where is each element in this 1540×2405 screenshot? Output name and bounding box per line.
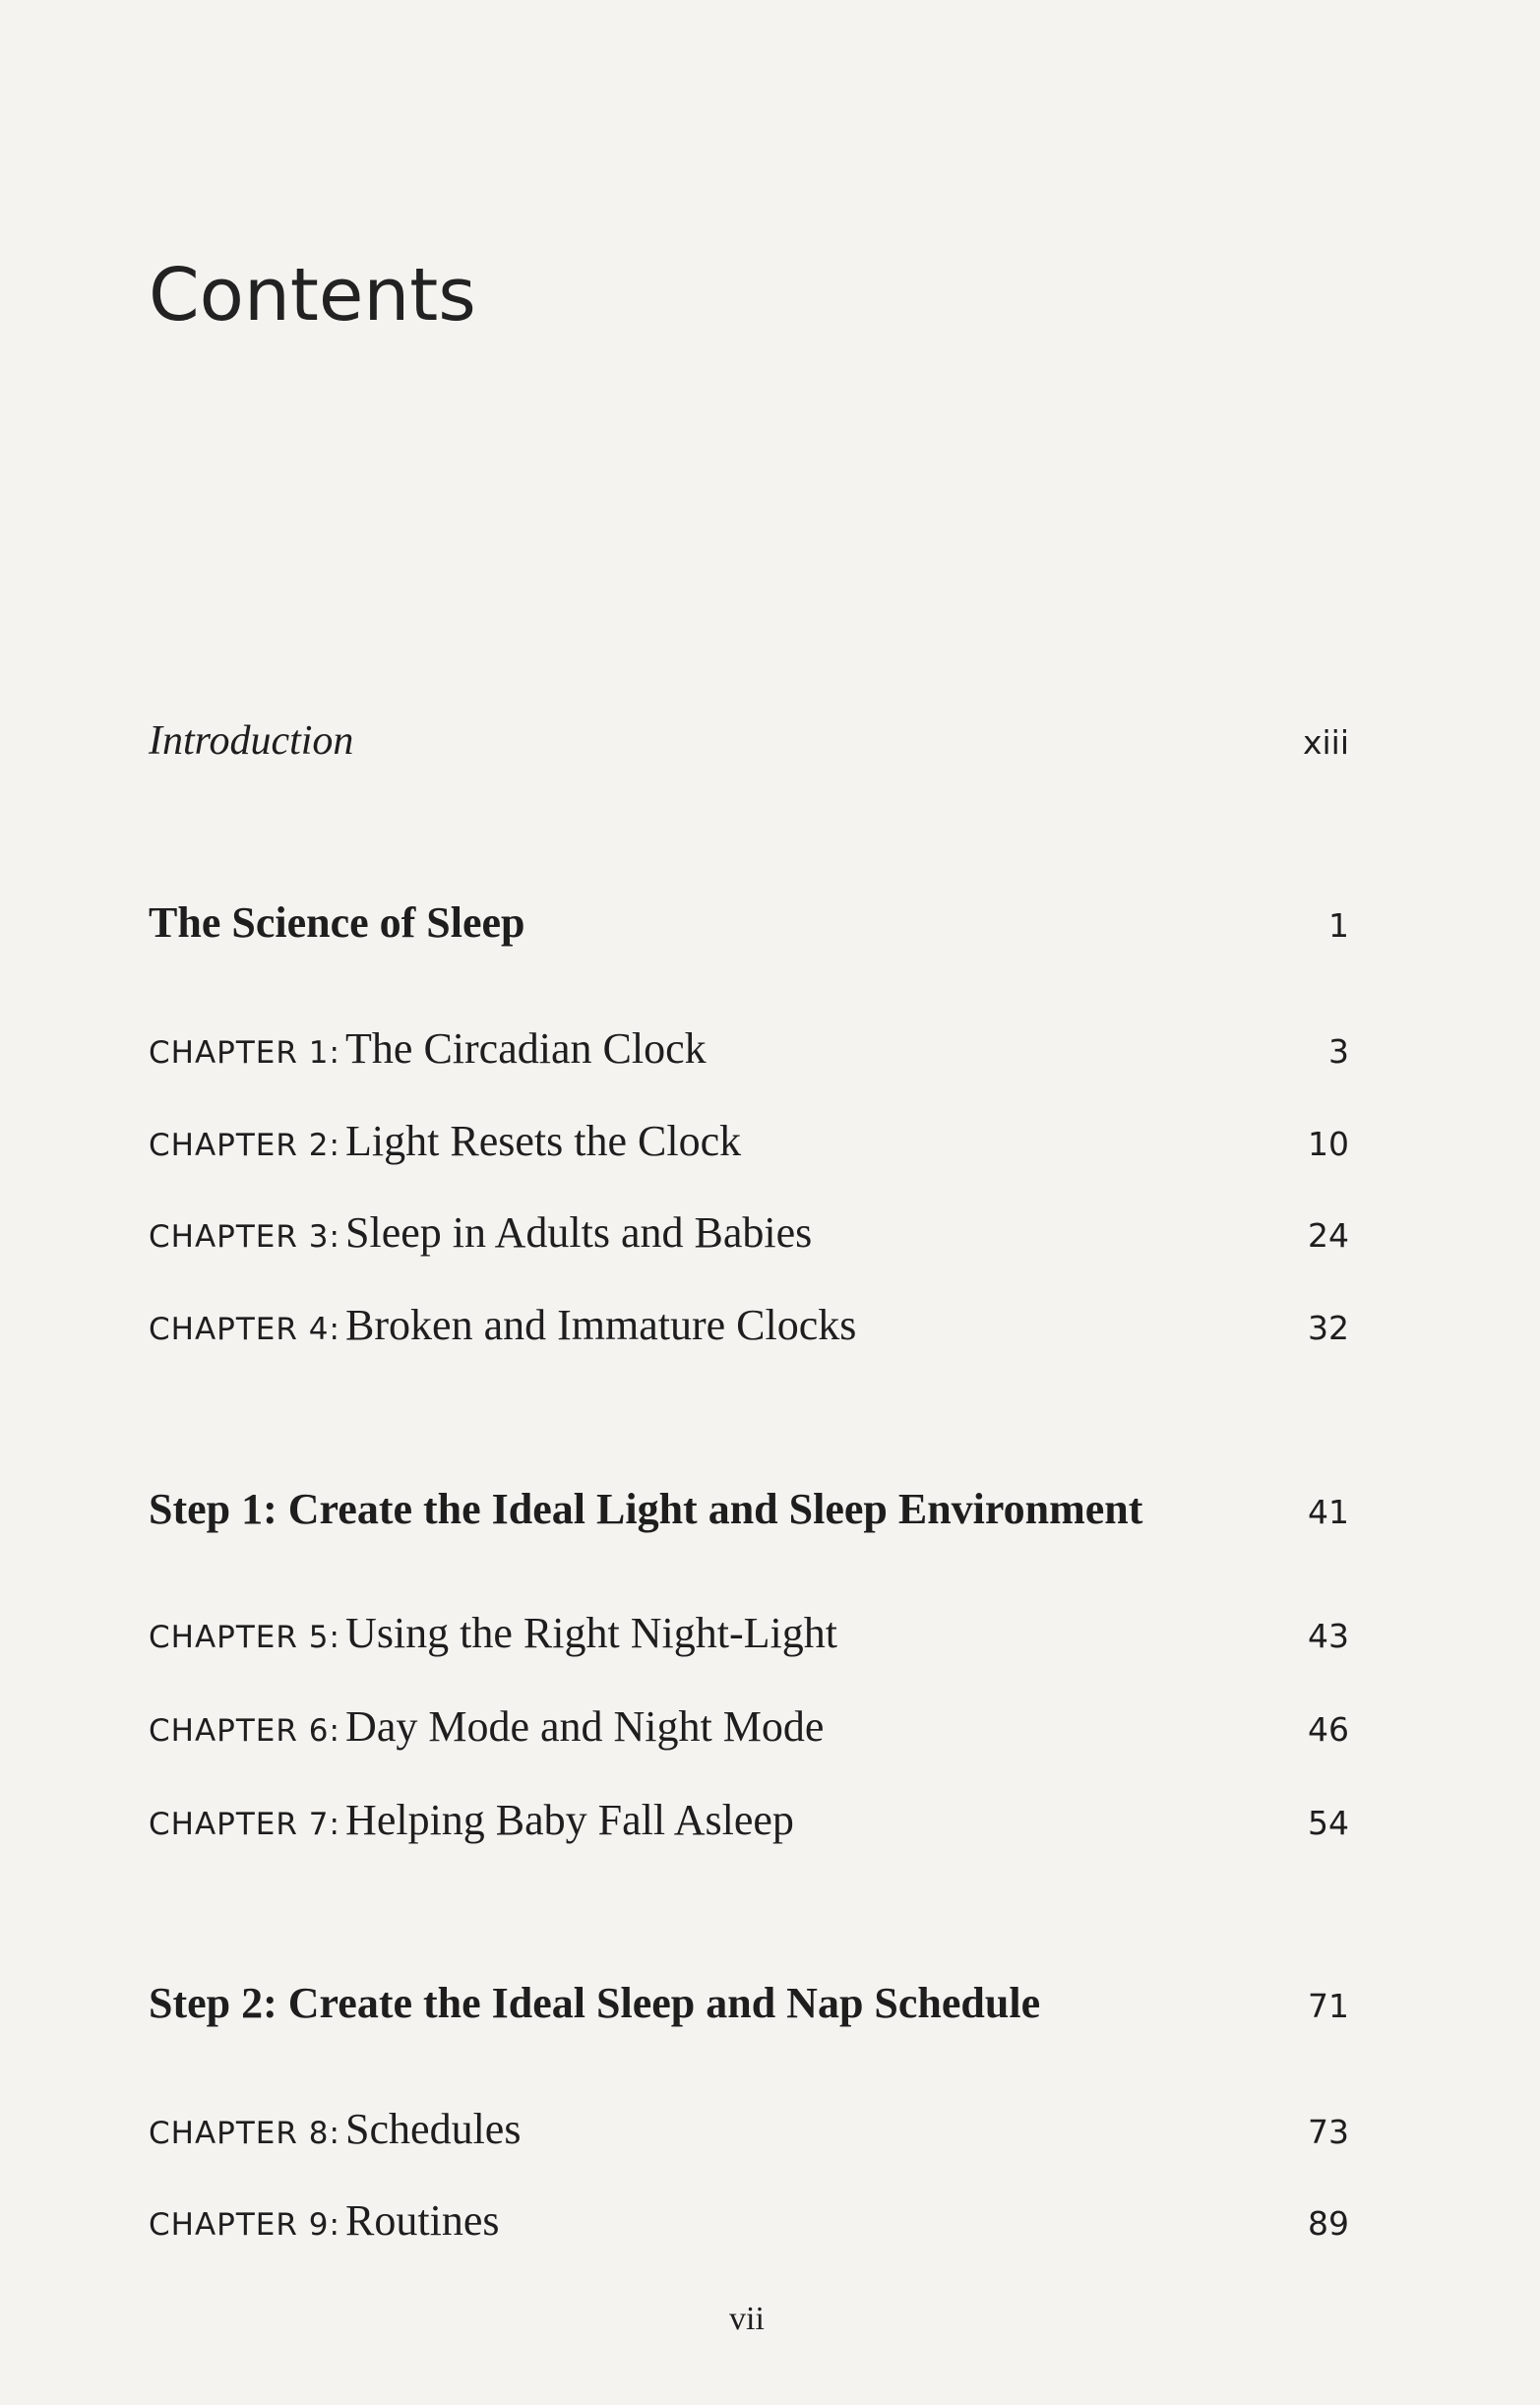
chapter-label: CHAPTER 6: [149,1713,340,1749]
page-number: 46 [1308,1710,1349,1749]
toc-chapter-entry[interactable] [149,1296,1349,1355]
page-number: 54 [1308,1804,1349,1842]
page-number: 1 [1328,906,1349,945]
toc-chapter-entry[interactable] [149,1203,1349,1263]
toc-chapter-entry[interactable] [149,2100,1349,2159]
chapter-label: CHAPTER 7: [149,1807,340,1842]
entry-title: Introduction [149,718,354,764]
toc-chapter-entry[interactable] [149,2191,1349,2251]
chapter-label: CHAPTER 9: [149,2207,340,2243]
toc-part-heading[interactable] [149,1974,1349,2033]
chapter-title: Schedules [345,2105,522,2153]
page-number: 32 [1308,1309,1349,1347]
toc-chapter-entry[interactable] [149,1019,1349,1079]
toc-chapter-entry[interactable] [149,1791,1349,1850]
toc-chapter-entry[interactable] [149,1604,1349,1663]
page-number: 24 [1308,1216,1349,1255]
toc-part-heading[interactable] [149,894,1349,953]
toc-chapter-entry[interactable] [149,1112,1349,1171]
page-number: xiii [1302,723,1349,762]
chapter-label: CHAPTER 2: [149,1128,340,1163]
chapter-title: The Circadian Clock [345,1024,707,1073]
chapter-title: Light Resets the Clock [345,1117,742,1165]
page-number: 73 [1308,2113,1349,2151]
page-number: 41 [1308,1493,1349,1531]
chapter-label: CHAPTER 5: [149,1620,340,1655]
toc-part-heading[interactable] [149,1480,1349,1539]
page-number: 71 [1308,1987,1349,2025]
chapter-title: Routines [345,2196,500,2245]
part-title: The Science of Sleep [149,898,525,947]
chapter-title: Using the Right Night-Light [345,1609,837,1657]
chapter-title: Day Mode and Night Mode [345,1702,825,1751]
chapter-label: CHAPTER 4: [149,1312,340,1347]
part-title: Step 1: Create the Ideal Light and Sleep Environment [149,1485,1143,1533]
chapter-title: Sleep in Adults and Babies [345,1208,813,1257]
page-number: 3 [1328,1032,1349,1071]
page-number: 43 [1308,1617,1349,1655]
page-folio: vii [729,2301,765,2337]
part-title: Step 2: Create the Ideal Sleep and Nap Schedule [149,1979,1041,2027]
page-number: 89 [1308,2204,1349,2243]
page-title: Contents [149,253,476,338]
chapter-label: CHAPTER 3: [149,1219,340,1255]
chapter-title: Broken and Immature Clocks [345,1301,857,1349]
page-number: 10 [1308,1125,1349,1163]
toc-chapter-entry[interactable] [149,1697,1349,1757]
chapter-label: CHAPTER 8: [149,2116,340,2151]
toc-entry-introduction[interactable] [149,711,1349,771]
chapter-title: Helping Baby Fall Asleep [345,1796,794,1844]
chapter-label: CHAPTER 1: [149,1035,340,1071]
